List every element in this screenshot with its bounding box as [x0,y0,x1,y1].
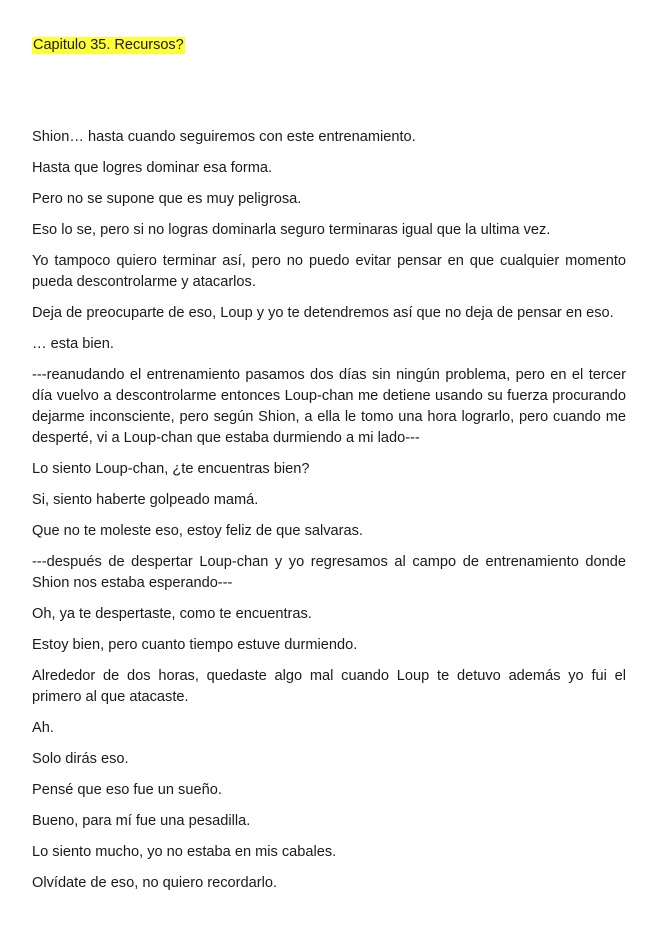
paragraph: Olvídate de eso, no quiero recordarlo. [32,875,277,891]
chapter-heading [32,36,185,56]
paragraph: Ah. [32,720,54,736]
paragraph: Solo dirás eso. [32,751,129,767]
paragraph: Si, siento haberte golpeado mamá. [32,492,259,508]
paragraph: Pensé que eso fue un sueño. [32,782,222,798]
paragraph: Eso lo se, pero si no logras dominarla seguro terminaras igual que la ultima vez. [32,222,551,238]
paragraph: Lo siento mucho, yo no estaba en mis cabales. [32,844,337,860]
paragraph: Alrededor de dos horas, quedaste algo mal cuando Loup te detuvo además yo fui el primero al que atacaste. [32,668,626,705]
paragraph: Lo siento Loup-chan, ¿te encuentras bien? [32,461,310,477]
paragraph: Que no te moleste eso, estoy feliz de que salvaras. [32,523,363,539]
paragraph: Deja de preocuparte de eso, Loup y yo te detendremos así que no deja de pensar en eso. [32,305,614,321]
paragraph: Oh, ya te despertaste, como te encuentras. [32,606,312,622]
paragraph: ---reanudando el entrenamiento pasamos dos días sin ningún problema, pero en el tercer día vuelvo a descontrolarme entonces Loup-chan me detiene usando su fuerza procurando dejarme inconsciente, pero según Shion, a ella le tomo una hora lograrlo, pero cuando me desperté, vi a Loup-chan que estaba durmiendo a mi lado--- [32,367,626,446]
paragraph: Estoy bien, pero cuanto tiempo estuve durmiendo. [32,637,358,653]
paragraph: ---después de despertar Loup-chan y yo regresamos al campo de entrenamiento donde Shion nos estaba esperando--- [32,554,626,591]
paragraph: Shion… hasta cuando seguiremos con este entrenamiento. [32,129,416,145]
chapter-body [32,127,626,904]
paragraph: Pero no se supone que es muy peligrosa. [32,191,302,207]
paragraph: Bueno, para mí fue una pesadilla. [32,813,251,829]
chapter-title: Capitulo 35. Recursos? [33,37,184,53]
paragraph: Yo tampoco quiero terminar así, pero no puedo evitar pensar en que cualquier momento pueda descontrolarme y atacarlos. [32,253,626,290]
paragraph: Hasta que logres dominar esa forma. [32,160,273,176]
paragraph: … esta bien. [32,336,114,352]
